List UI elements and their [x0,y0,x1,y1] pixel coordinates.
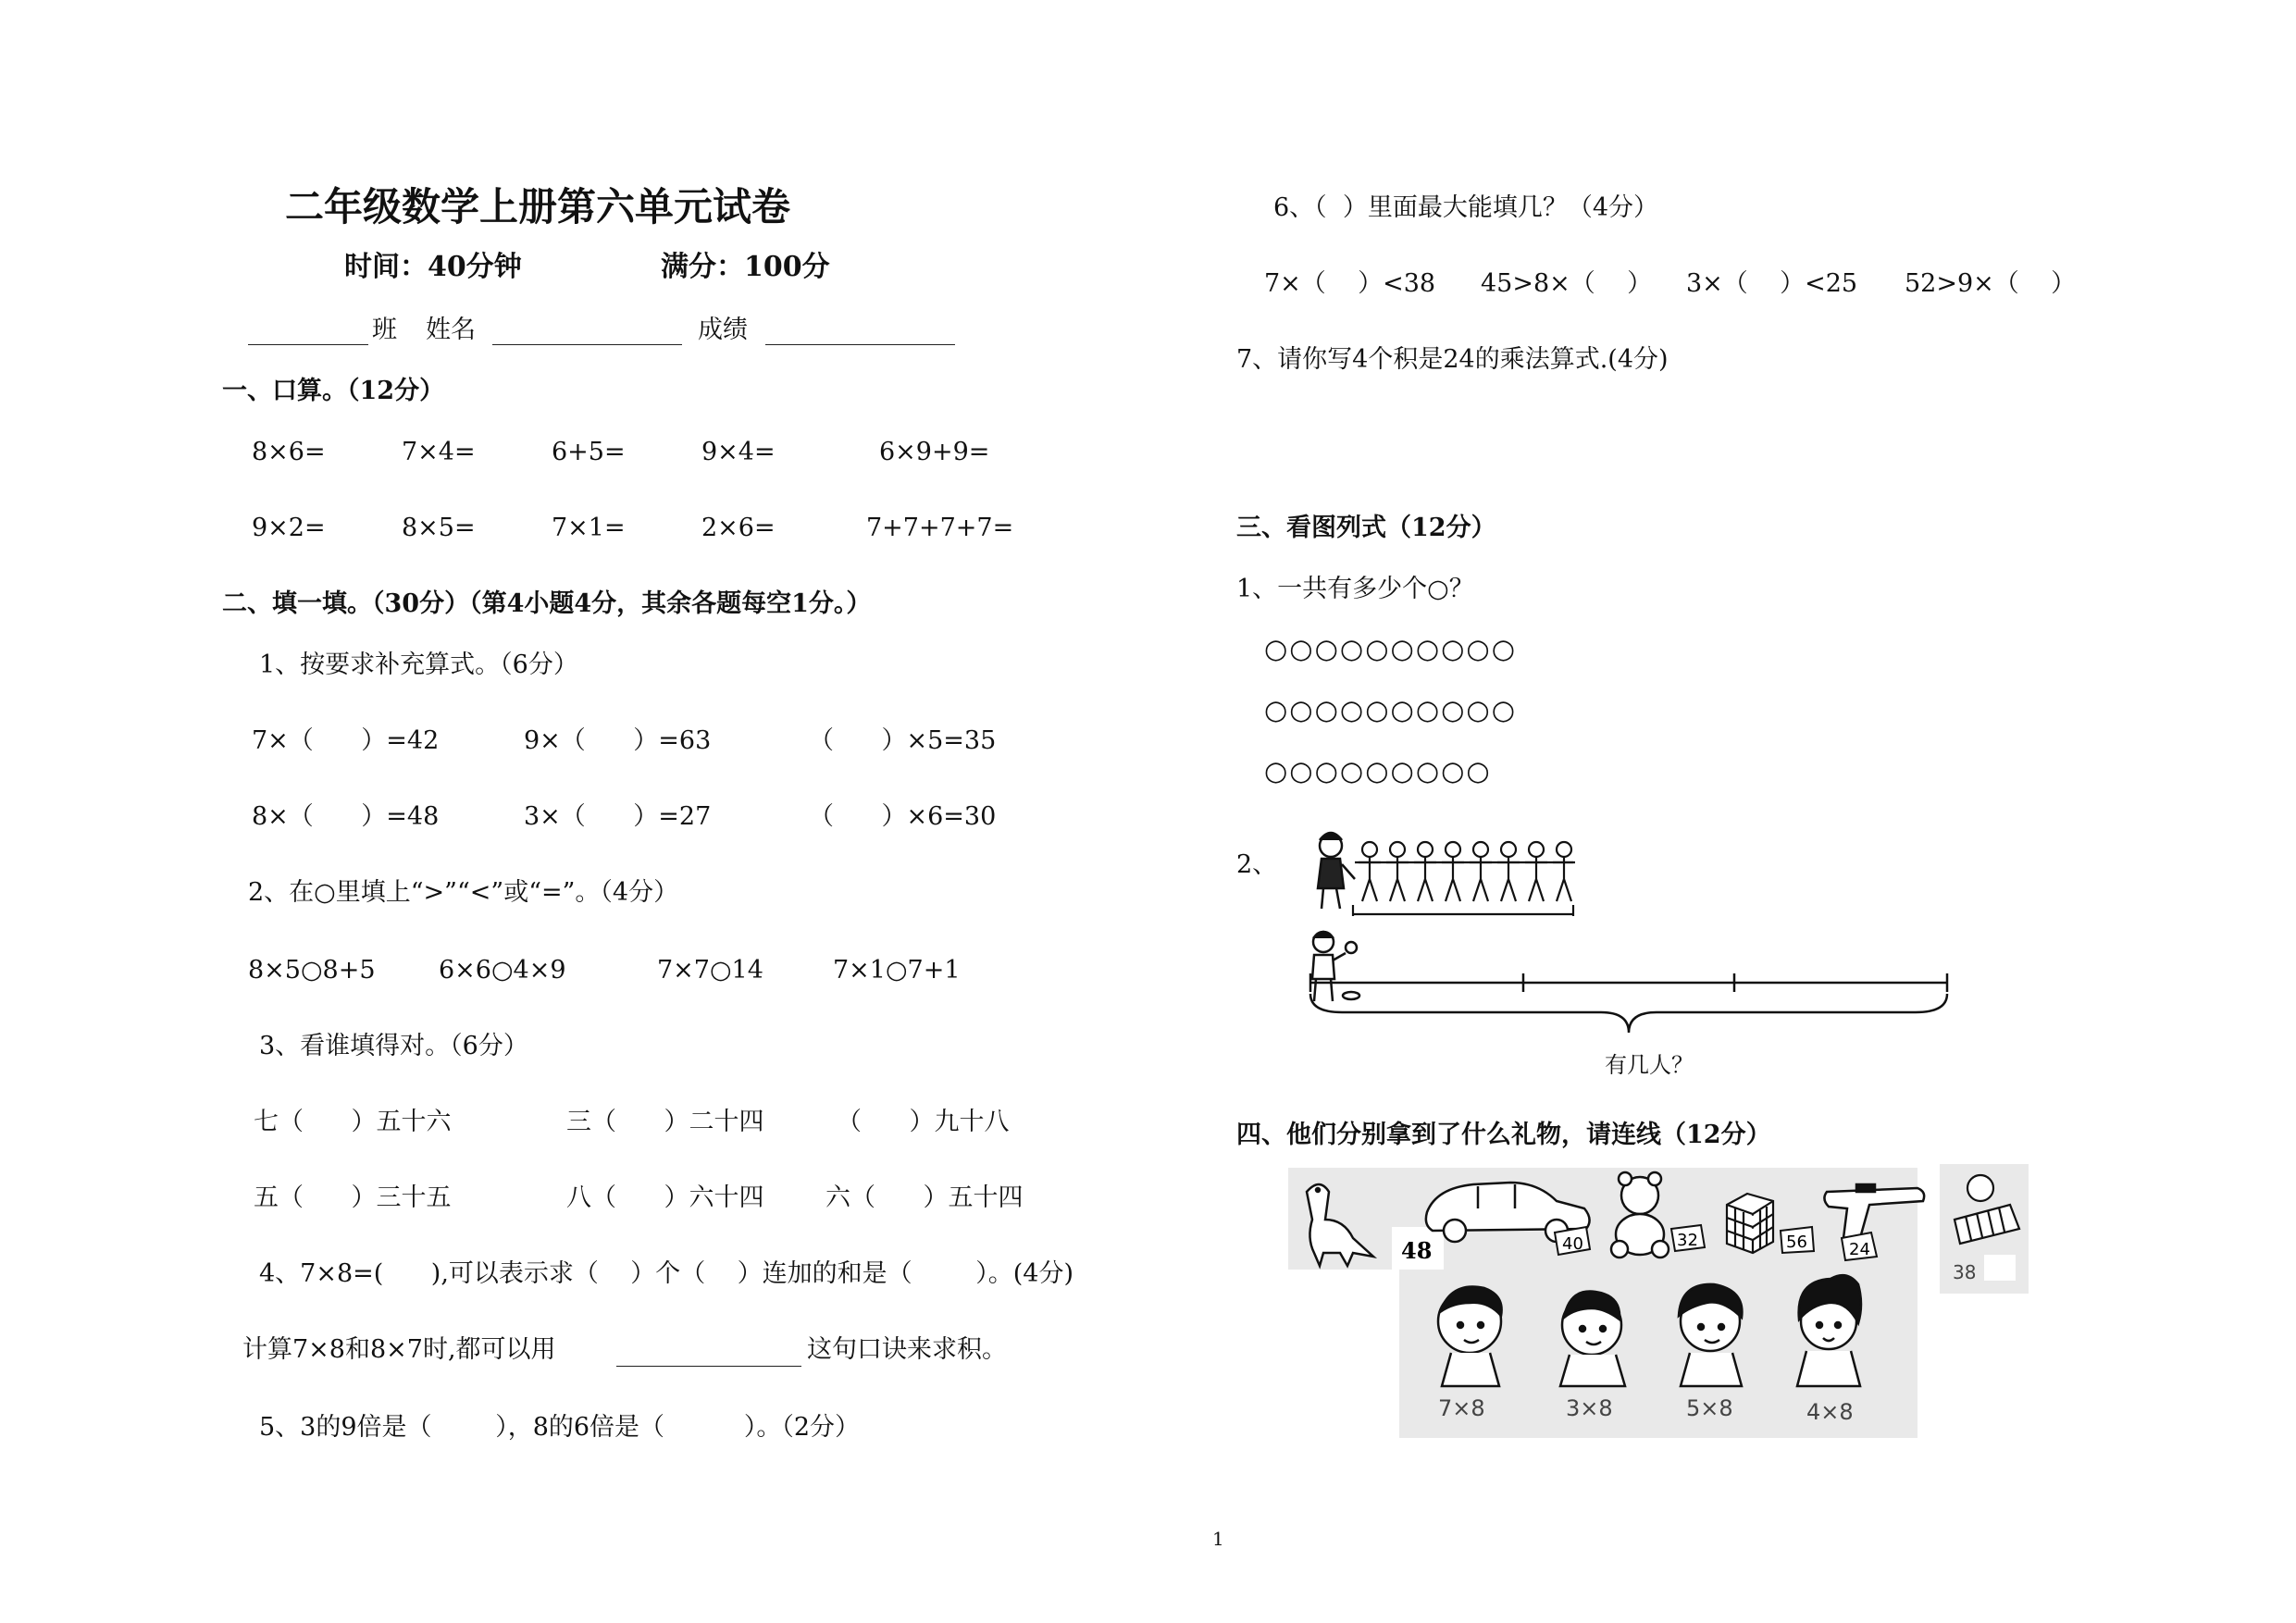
s3-q1-text: 1、一共有多少个○？ [1236,575,1474,603]
compare-item: 7×1○7+1 [833,956,961,985]
q1-text: 1、按要求补充算式。（6分） [259,650,578,679]
toy-gun-icon [1824,1184,1924,1238]
kid-label: 3×8 [1566,1395,1613,1421]
calc-item: 7×4= [402,438,476,466]
calc-item: 8×6= [252,438,326,466]
q3-text: 3、看谁填得对。（6分） [259,1032,528,1060]
paper-doll-chain [1353,842,1575,916]
max-item: 52>9×（ ） [1905,269,2077,298]
teddy-bear-icon [1611,1172,1669,1258]
section3-heading: 三、看图列式（12分） [1236,514,1496,542]
section1-heading: 一、口算。（12分） [222,377,445,405]
calc-item: 7×1= [552,514,626,542]
gift-tag: 56 [1786,1233,1807,1252]
brace [1310,994,1947,1033]
rhyme-item: 三（ ）二十四 [566,1108,764,1136]
compare-item: 6×6○4×9 [439,956,566,985]
time-label: 时间：40分钟 [344,251,522,283]
kids-illustration [1399,1257,1917,1438]
grade-blank[interactable] [765,316,955,345]
q4-blank[interactable] [616,1338,801,1367]
boy-face-icon [1560,1292,1625,1386]
class-label: 班 [372,316,397,344]
segment-line [1310,973,1947,992]
gift-tag: 48 [1401,1237,1433,1264]
rhyme-item: 七（ ）五十六 [254,1108,452,1136]
circle-row: ○○○○○○○○○○ [1264,633,1518,664]
page-title: 二年级数学上册第六单元试卷 [285,184,791,229]
boy-face-icon [1679,1284,1742,1386]
calc-item: 6×9+9= [879,438,990,466]
dinosaur-icon [1307,1184,1373,1266]
q4-line2-b: 这句口诀来求积。 [807,1335,1007,1364]
class-blank[interactable] [248,316,368,345]
calc-item: 9×4= [701,438,776,466]
fill-item: 8×（ ）=48 [252,802,440,831]
grade-label: 成绩 [698,316,748,344]
q2-text: 2、在○里填上“>”“<”或“=”。（4分） [248,878,679,907]
rhyme-item: （ ）九十八 [837,1108,1010,1136]
accordion-icon [1955,1175,2019,1244]
kid-label: 5×8 [1686,1395,1733,1421]
boy-figure [1312,932,1359,1001]
calc-item: 2×6= [701,514,776,542]
boy-face-icon [1438,1286,1502,1386]
q4-text: 4、7×8=( ),可以表示求（ ）个（ ）连加的和是（ ）。(4分) [259,1259,1074,1288]
gift-tag: 24 [1849,1240,1870,1259]
q5-text: 5、3的9倍是（ ），8的6倍是（ ）。（2分） [259,1413,861,1442]
compare-item: 8×5○8+5 [248,956,376,985]
kid-label: 7×8 [1438,1395,1485,1421]
calc-item: 6+5= [552,438,626,466]
calc-item: 8×5= [402,514,476,542]
gift-tag: 38 [1953,1261,1977,1283]
q7-text: 7、请你写4个积是24的乘法算式.(4分) [1236,345,1669,374]
section2-heading: 二、填一填。（30分）（第4小题4分，其余各题每空1分。） [222,589,872,618]
circle-row: ○○○○○○○○○ [1264,755,1492,787]
fill-item: 7×（ ）=42 [252,726,440,755]
calc-item: 9×2= [252,514,326,542]
circle-row: ○○○○○○○○○○ [1264,694,1518,725]
rhyme-item: 六（ ）五十四 [825,1183,1024,1212]
max-item: 7×（ ）<38 [1264,269,1436,298]
section4-heading: 四、他们分别拿到了什么礼物，请连线（12分） [1236,1121,1771,1149]
page-number: 1 [1212,1528,1224,1550]
girl-face-icon [1797,1275,1861,1386]
max-item: 45>8×（ ） [1481,269,1653,298]
rubik-cube-icon [1727,1194,1773,1253]
s3-q2-text: 2、 [1236,850,1278,879]
girl-figure [1318,833,1355,909]
fill-item: （ ）×5=35 [809,726,997,755]
rhyme-item: 五（ ）三十五 [254,1183,452,1212]
how-many-caption: 有几人？ [1605,1052,1694,1078]
q4-line2-a: 计算7×8和8×7时,都可以用 [242,1335,556,1364]
calc-item: 7+7+7+7= [866,514,1014,542]
gift-tag: 32 [1677,1231,1698,1250]
fill-item: 3×（ ）=27 [524,802,712,831]
max-item: 3×（ ）<25 [1686,269,1858,298]
fill-item: 9×（ ）=63 [524,726,712,755]
name-label: 姓名 [426,316,476,344]
q6-text: 6、（ ）里面最大能填几？（4分） [1273,193,1659,222]
score-label: 满分：100分 [661,251,830,283]
name-blank[interactable] [492,316,682,345]
kid-label: 4×8 [1806,1399,1854,1425]
rhyme-item: 八（ ）六十四 [566,1183,764,1212]
compare-item: 7×7○14 [657,956,763,985]
gift-tag: 40 [1562,1234,1583,1254]
fill-item: （ ）×6=30 [809,802,997,831]
